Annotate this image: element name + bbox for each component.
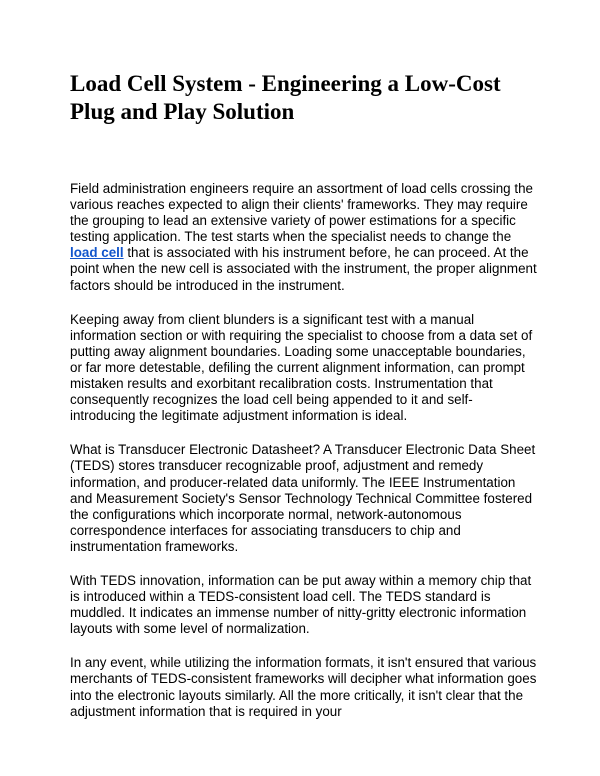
paragraph-1-after-link: that is associated with his instrument before, he can proceed. At the point when the new cell is associated with the instrument, the proper alignment factors should be introduced in the instrument.	[70, 245, 537, 293]
paragraph-1	[70, 181, 538, 294]
load-cell-link[interactable]: load cell	[70, 245, 124, 261]
paragraph-1-before-link: Field administration engineers require an assortment of load cells crossing the various reaches expected to align their clients' frameworks. They may require the grouping to lead an extensive variety of power estimations for a specific testing application. The test starts when the specialist needs to change the	[70, 181, 533, 245]
document-title: Load Cell System - Engineering a Low-Cost Plug and Play Solution	[70, 71, 501, 124]
paragraph-4: With TEDS innovation, information can be put away within a memory chip that is introduced within a TEDS-consistent load cell. The TEDS standard is muddled. It indicates an immense number of nitty-gritty electronic information layouts with some level of normalization.	[70, 572, 532, 637]
paragraph-3: What is Transducer Electronic Datasheet? A Transducer Electronic Data Sheet (TEDS) stores transducer recognizable proof, adjustment and remedy information, and producer-related data uniformly. The IEEE Instrumentation and Measurement Society's Sensor Technology Technical Committee fostered the configurations which incorporate normal, network-autonomous correspondence interfaces for associating transducers to chip and instrumentation frameworks.	[70, 442, 536, 554]
document-body	[70, 181, 538, 720]
paragraph-5: In any event, while utilizing the information formats, it isn't ensured that various merchants of TEDS-consistent frameworks will decipher what information goes into the electronic layouts similarly. All the more critically, it isn't clear that the adjustment information that is required in your	[70, 655, 537, 719]
document-page	[70, 70, 538, 738]
paragraph-2: Keeping away from client blunders is a significant test with a manual information section or with requiring the specialist to choose from a data set of putting away alignment boundaries. Loading some unacceptable boundaries, or far more detestable, defiling the current alignment information, can prompt mistaken results and exorbitant recalibration costs. Instrumentation that consequently recognizes the load cell being appended to it and self-introducing the legitimate adjustment information is ideal.	[70, 311, 533, 424]
